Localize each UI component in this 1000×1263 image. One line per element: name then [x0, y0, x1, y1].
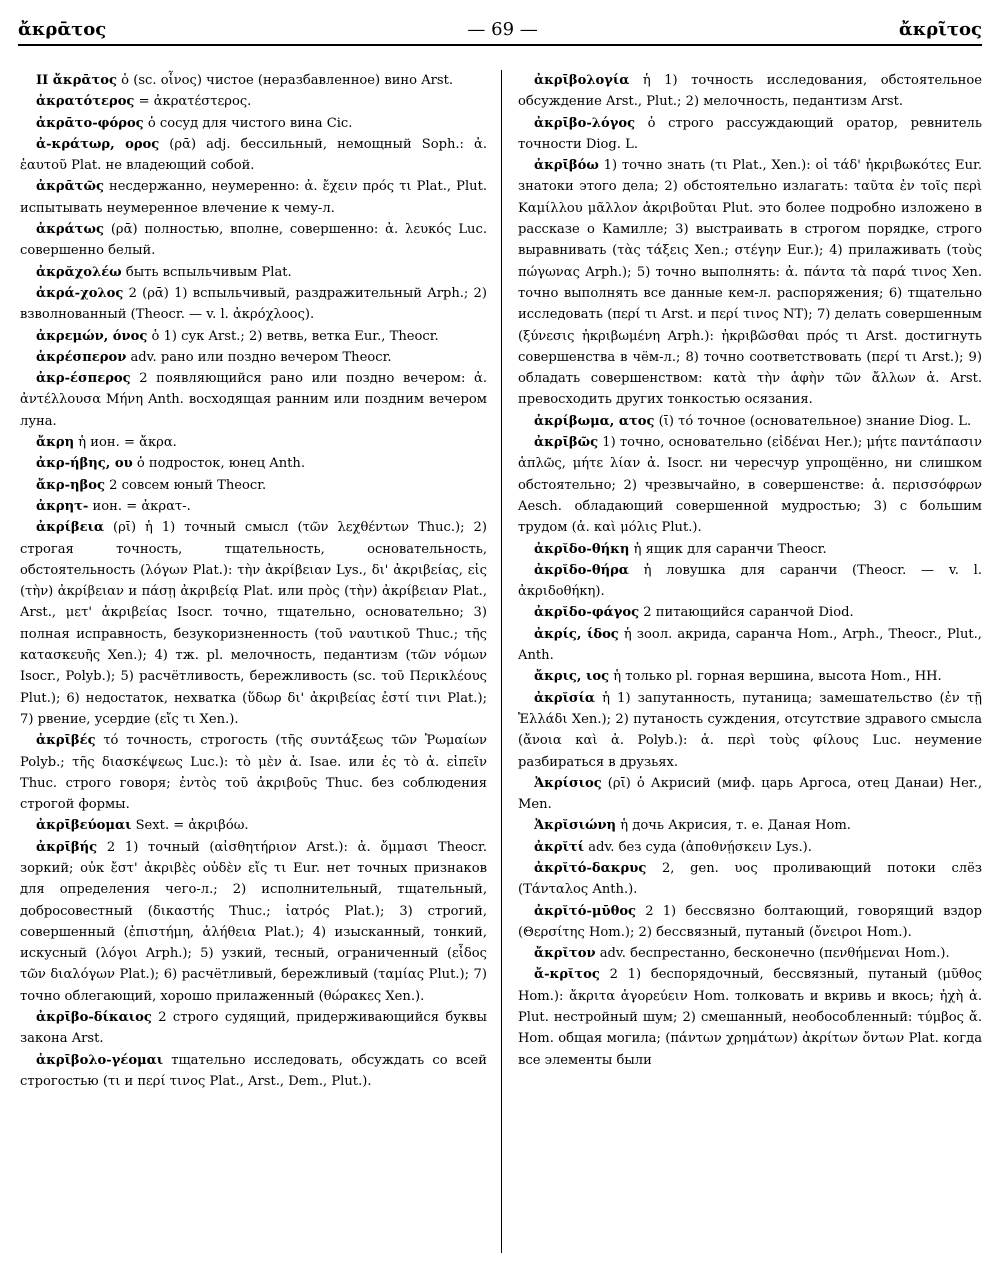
dictionary-entry	[518, 964, 982, 1070]
dictionary-entry	[20, 1050, 487, 1093]
entry-headword: ἀκρά-χολος	[36, 285, 124, 301]
entry-definition: 2, gen. υος проливающий потоки слёз (Τάνταλος Anth.).	[518, 860, 983, 898]
entry-headword: ἀκρῑβόω	[534, 158, 599, 174]
entry-headword: ἀκρᾰχολέω	[36, 264, 122, 280]
entry-definition: ὁ (sc. οἶνος) чистое (неразбавленное) вино Arst.	[121, 73, 454, 88]
entry-headword: ἀκρῑβής	[36, 839, 98, 855]
entry-definition: (ῑ) τό точное (основательное) знание Diog. L.	[658, 413, 972, 429]
dictionary-entry	[20, 347, 487, 368]
dictionary-entry	[518, 858, 982, 901]
entry-headword: ἀκρεμών, όνος	[36, 328, 148, 344]
entry-headword: ἀκρῐτό-δακρυς	[534, 860, 647, 876]
entry-definition: ἡ дочь Акрисия, т. е. Даная Hom.	[620, 818, 851, 834]
entry-headword: ἀκράτως	[36, 222, 104, 238]
entry-headword: ἀκρῐδο-θήρα	[534, 562, 629, 578]
dictionary-entry	[20, 368, 487, 432]
dictionary-entry	[518, 773, 982, 816]
entry-headword: ἀκρ-έσπερος	[36, 371, 131, 387]
columns	[20, 70, 982, 1253]
entry-headword: ἀκρίς, ίδος	[534, 626, 619, 642]
entry-headword: ἄκρη	[36, 435, 75, 451]
entry-definition: 2 строго судящий, придерживающийся буквы закона Arst.	[20, 1010, 487, 1047]
entry-headword: ἀκρῐδο-φάγος	[534, 605, 640, 621]
dictionary-entry	[20, 262, 487, 283]
dictionary-entry	[20, 517, 487, 730]
entry-headword: ἄ-κρῐτος	[534, 967, 600, 983]
entry-headword: ἀκρῑβεύομαι	[36, 818, 132, 834]
entry-headword: ἀκρίβεια	[36, 520, 105, 536]
entry-definition: ἡ ион. = ἄκρα.	[78, 435, 177, 451]
dictionary-entry	[20, 815, 487, 836]
entry-definition: ὁ подросток, юнец Anth.	[136, 456, 306, 472]
dictionary-entry	[20, 432, 487, 453]
entry-definition: 1) точно знать (τι Plat., Xen.): οἱ τάδ' ἠκριβωκότες Eur. знатоки этого дела; 2) обстоятельно излагать: ταῦτα ἐν τοῖς περὶ Καμίλλου μᾶλλον ἀκριβοῦται Plut. это более подробно изложено в рассказе о Камилле; 3) выстраивать в строгом порядке, строго выравнивать (τὰς τάξεις Xen.; στέγην Eur.); 4) прилаживать (τοὺς πώγωνας Arph.); 5) точно выполнять: ἀ. πάντα τὰ παρά τινος Xen. точно выполнять все данные кем-л. распоряжения; 6) тщательно исследовать (περί τι Arst. и περί τινος NT); 7) делать совершенным (ξύνεσις ἠκριβωμένη Arph.): ἠκριβῶσθαι πρός τι Arst. достигнуть совершенства в чём-л.; 8) точно соответствовать (περί τι Arst.); 9) обладать совершенством: κατὰ τὴν ἁφὴν τῶν ἄλλων ἀ. Arst. превосходить других тонкостью осязания.	[518, 158, 982, 408]
entry-definition: ὁ сосуд для чистого вина Cic.	[147, 115, 353, 131]
entry-definition: 2 (ρᾱ) 1) вспыльчивый, раздражительный Arph.; 2) взволнованный (Theocr. — v. l. ἀκρόχλοος).	[20, 285, 487, 323]
dictionary-entry	[20, 326, 487, 347]
entry-definition: ἡ 1) запутанность, путаница; замешательство (ἐν τῇ Ἑλλάδι Xen.); 2) путаность суждения, отсутствие здравого смысла (ἄνοια καὶ ἀ. Polyb.): ἀ. περὶ τοὺς φίλους Luc. неумение разбираться в друзьях.	[518, 690, 982, 770]
entry-headword: ἄκρις, ιος	[534, 669, 610, 685]
entry-definition: ἡ ящик для саранчи Theocr.	[633, 541, 827, 557]
dictionary-entry	[518, 901, 982, 944]
entry-headword: ἀκρῐτί	[534, 839, 585, 855]
left-column	[20, 70, 501, 1253]
header-right-word: ἄκρῖτος	[898, 18, 982, 40]
dictionary-entry	[20, 837, 487, 1007]
dictionary-entry	[518, 113, 982, 156]
entry-headword: ἀκρᾱτῶς	[36, 179, 104, 195]
entry-definition: 1) точно, основательно (εἰδέναι Her.); μήτε παντάπασιν ἁπλῶς, μήτε λίαν ἀ. Isocr. ни чересчур упрощённо, ни слишком обстоятельно; 2) чрезвычайно, в совершенстве: ἀ. περισσόφρων Aesch. обладающий совершенной мудростью; 3) с большим трудом (ἀ. καὶ μόλις Plut.).	[518, 435, 982, 536]
entry-definition: 2 совсем юный Theocr.	[109, 477, 267, 493]
dictionary-entry	[518, 943, 982, 964]
entry-definition: adv. рано или поздно вечером Theocr.	[130, 349, 392, 365]
entry-definition: 2 1) бессвязно болтающий, говорящий вздор (Θερσίτης Hom.); 2) бессвязный, путаный (ὄνειροι Hom.).	[518, 903, 982, 940]
dictionary-entry	[20, 70, 487, 91]
dictionary-entry	[20, 475, 487, 496]
entry-definition: ὁ 1) сук Arst.; 2) ветвь, ветка Eur., Theocr.	[151, 328, 439, 344]
page-number: — 69 —	[467, 18, 538, 40]
entry-definition: = ἀκρατέστερος.	[138, 94, 252, 110]
entry-headword: ἀκρῑβο-δίκαιος	[36, 1010, 152, 1026]
entry-headword: ἄκρ-ηβος	[36, 477, 105, 493]
entry-definition: τό точность, строгость (τῆς συντάξεως τῶν Ῥωμαίων Polyb.; τῆς διασκέψεως Luc.): τὸ μὲν ἀ. Isae. или ἐς τὸ ἀ. εἰπεῖν Thuc. строго говоря; ἐντὸς τοῦ ἀκριβοῦς Thuc. без соблюдения строгой формы.	[20, 733, 487, 813]
entry-definition: ἡ 1) точность исследования, обстоятельное обсуждение Arst., Plut.; 2) мелочность, педантизм Arst.	[518, 73, 982, 110]
entry-headword: ἀκρατότερος	[36, 94, 135, 110]
dictionary-entry	[20, 176, 487, 219]
entry-headword: ἀκρῐτό-μῡθος	[534, 903, 637, 919]
entry-definition: тщательно исследовать, обсуждать со всей строгостью (τι и περί τινος Plat., Arst., Dem., Plut.).	[20, 1052, 487, 1089]
entry-definition: (ρῑ) ὁ Акрисий (миф. царь Аргоса, отец Данаи) Her., Men.	[518, 775, 982, 813]
entry-headword: Ἀκρῐσιώνη	[534, 818, 617, 834]
entry-definition: ἡ ловушка для саранчи (Theocr. — v. l. ἀκριδοθήκη).	[518, 562, 982, 600]
entry-definition: ион. = ἀκρατ-.	[92, 498, 191, 514]
entry-definition: быть вспыльчивым Plat.	[125, 264, 292, 280]
dictionary-entry	[518, 815, 982, 836]
dictionary-entry	[518, 837, 982, 858]
dictionary-entry	[20, 496, 487, 517]
dictionary-entry	[20, 1007, 487, 1050]
entry-definition: adv. беспрестанно, бесконечно (πενθήμεναι Hom.).	[599, 946, 950, 962]
dictionary-entry	[20, 730, 487, 815]
dictionary-entry	[518, 155, 982, 411]
dictionary-entry	[518, 560, 982, 603]
entry-definition: 2 1) беспорядочный, бессвязный, путаный (μῦθος Hom.): ἄκριτα ἀγορεύειν Hom. толковать и вкривь и вкось; ἠχὴ ἀ. Plut. нестройный шум; 2) смешанный, необособленный: τύμβος ἄ. Hom. общая могила; (πάντων χρημάτων) ἀκρίτων ὄντων Plat. когда все элементы были	[518, 967, 982, 1068]
entry-headword: ἀ-κράτωρ, ορος	[36, 136, 160, 152]
entry-headword: ἀκρ-ήβης, ου	[36, 456, 133, 472]
entry-definition: ἡ только pl. горная вершина, высота Hom., HH.	[613, 669, 942, 685]
dictionary-entry	[20, 91, 487, 112]
entry-definition: Sext. = ἀκριβόω.	[135, 818, 249, 834]
header-left-word: ἄκρᾱτος	[18, 18, 107, 40]
entry-headword: Ἀκρίσιος	[534, 775, 602, 791]
entry-headword: ἀκρῑβολο-γέομαι	[36, 1052, 164, 1068]
entry-headword: ἀκρῑβές	[36, 733, 96, 749]
dictionary-entry	[518, 688, 982, 773]
dictionary-entry	[518, 70, 982, 113]
dictionary-entry	[518, 411, 982, 432]
dictionary-entry	[20, 134, 487, 177]
dictionary-entry	[518, 666, 982, 687]
dictionary-entry	[518, 539, 982, 560]
entry-headword: ἀκρῑβῶς	[534, 435, 599, 451]
entry-definition: (ρᾱ) adj. бессильный, немощный Soph.: ἀ. ἑαυτοῦ Plat. не владеющий собой.	[20, 136, 488, 174]
entry-definition: ἡ зоол. акрида, саранча Hom., Arph., Theocr., Plut., Anth.	[518, 626, 982, 664]
right-column	[501, 70, 982, 1253]
dictionary-entry	[20, 219, 487, 262]
entry-definition: (ρᾱ) полностью, вполне, совершенно: ἀ. λευκός Luc. совершенно белый.	[20, 222, 487, 259]
entry-headword: ἀκρῑβο-λόγος	[534, 115, 636, 131]
dictionary-entry	[518, 602, 982, 623]
entry-definition: adv. без суда (ἀποθνῄσκειν Lys.).	[588, 839, 812, 855]
page-header	[18, 14, 982, 46]
entry-headword: ἀκρέσπερον	[36, 349, 127, 365]
entry-definition: несдержанно, неумеренно: ἀ. ἔχειν πρός τι Plat., Plut. испытывать неумеренное влечение к чему-л.	[20, 179, 487, 216]
dictionary-entry	[20, 453, 487, 474]
entry-definition: 2 появляющийся рано или поздно вечером: ἀ. ἀντέλλουσα Μήνη Anth. восходящая ранним или поздним вечером луна.	[20, 371, 487, 429]
dictionary-entry	[20, 283, 487, 326]
entry-definition: ὁ строго рассуждающий оратор, ревнитель точности Diog. L.	[518, 115, 982, 152]
entry-headword: ἄκρῐτον	[534, 946, 596, 962]
entry-headword: ἀκρᾱτο-φόρος	[36, 115, 144, 131]
entry-headword: ἀκρίβωμα, ατος	[534, 413, 655, 429]
entry-headword: ἀκρῐδο-θήκη	[534, 541, 630, 557]
entry-headword: ἀκρῑβολογία	[534, 73, 630, 88]
entry-definition: 2 питающийся саранчой Diod.	[643, 605, 854, 621]
entry-headword: ἀκρῐσία	[534, 690, 595, 706]
entry-definition: 2 1) точный (αἰσθητήριον Arst.): ἀ. ὄμμασι Theocr. зоркий; οὐκ ἔστ' ἀκριβὲς οὐδὲν εἴς τι Eur. нет точных признаков для определения чего-л.; 2) исполнительный, тщательный, добросовестный (δικαστής Thuc.; ἰατρός Plat.); 3) строгий, совершенный (ἐπιστήμη, ἀλήθεια Plat.); 4) изысканный, тонкий, искусный (λόγοι Arph.); 5) узкий, тесный, ограниченный (εἶδος τῶν διαλόγων Plat.); 6) расчётливый, бережливый (ταμίας Plut.); 7) точно облегающий, хорошо прилаженный (θώρακες Xen.).	[20, 839, 487, 1004]
dictionary-entry	[518, 432, 982, 538]
entry-definition: (ρῑ) ἡ 1) точный смысл (τῶν λεχθέντων Thuc.); 2) строгая точность, тщательность, основательность, обстоятельность (λόγων Plat.): τὴν ἀκρίβειαν Lys., δι' ἀκριβείας, εἰς (τὴν) ἀκρίβειαν и πάσῃ ἀκριβείᾳ Plat. или πρὸς (τὴν) ἀκρίβειαν Plat., Arst., μετ' ἀκριβείας Isocr. точно, тщательно, основательно; 3) полная исправность, безукоризненность (τοῦ ναυτικοῦ Thuc.; τῆς κατασκευῆς Xen.); 4) тж. pl. мелочность, педантизм (τῶν νόμων Isocr., Polyb.); 5) расчётливость, бережливость (sc. τοῦ Περικλέους Plut.); 6) недостаток, нехватка (ὕδωρ δι' ἀκριβείας ἐστί τινι Plat.); 7) рвение, усердие (εἴς τι Xen.).	[20, 520, 487, 727]
entry-headword: ἀκρητ-	[36, 498, 89, 514]
dictionary-entry	[518, 624, 982, 667]
dictionary-entry	[20, 113, 487, 134]
entry-headword: II ἄκρᾱτος	[36, 73, 117, 88]
